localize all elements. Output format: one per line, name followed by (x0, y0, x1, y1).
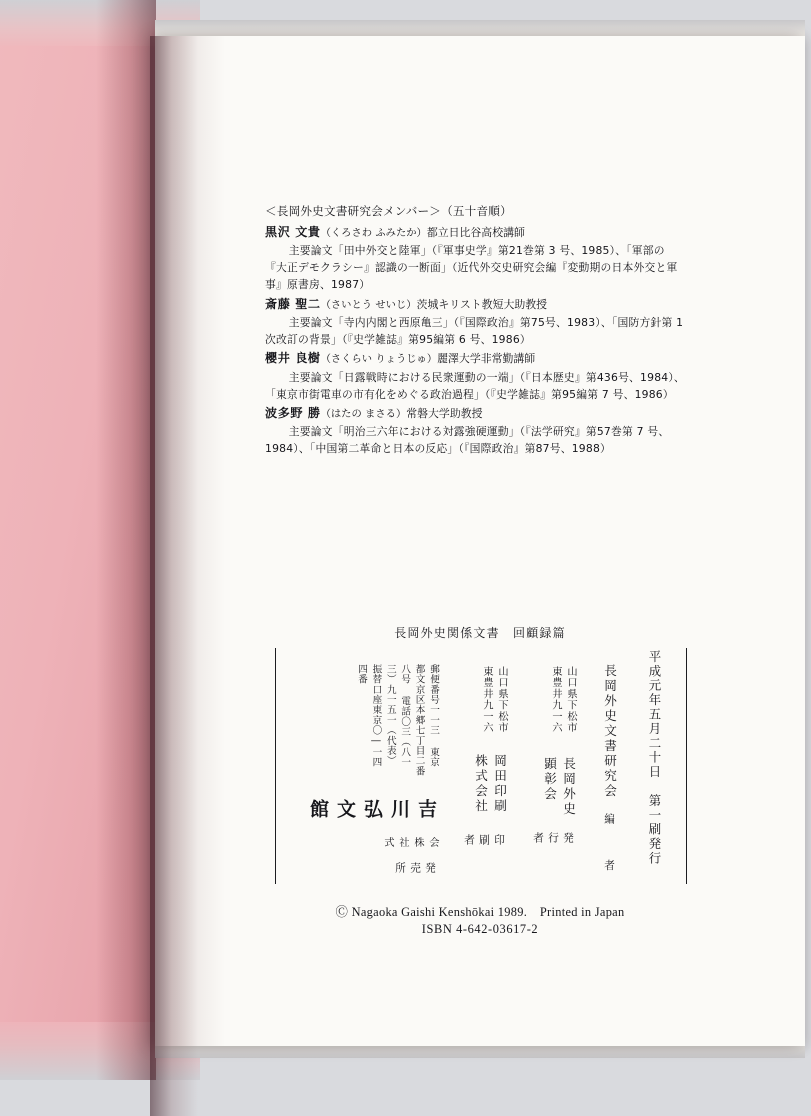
colophon-entry-publisher-person (531, 650, 578, 878)
colophon-printer-label: 印 刷 者 (463, 833, 505, 850)
colophon-printer-value: 岡田印刷株式会社 (473, 753, 507, 814)
members-heading: ＜長岡外史文書研究会メンバー＞（五十音順） (265, 204, 512, 218)
colophon-block (275, 650, 685, 882)
colophon-publisher-label: 発 行 者 (532, 831, 574, 848)
member-post: 麗澤大学非常勤講師 (437, 352, 536, 366)
colophon-entry-editor (600, 650, 619, 878)
member-post: 都立日比谷高校講師 (426, 225, 525, 239)
colophon-entry-distributor (305, 650, 440, 878)
colophon-publisher-value: 長岡外史顕彰会 (542, 757, 576, 818)
member-name (265, 404, 685, 424)
member-name-text: 黒沢 文貴 (265, 224, 321, 239)
members-section (265, 202, 685, 459)
member-name (265, 223, 685, 243)
member-name-reading: （くろさわ ふみたか） (320, 226, 427, 239)
member-name (265, 295, 685, 315)
colophon-editor-label: 編 者 (603, 813, 615, 876)
colophon-distributor-name: 吉川弘文館 (307, 798, 437, 821)
colophon-distributor-company-form: 会株 社式 (382, 836, 438, 849)
colophon-distributor-label: 発売所 (394, 862, 436, 878)
cover-shadow (96, 0, 156, 1080)
member-entry (265, 223, 685, 294)
member-post: 常磐大学助教授 (406, 406, 483, 420)
colophon-date: 平成元年五月二十日 第一刷発行 (647, 650, 662, 866)
member-post: 茨城キリスト教短大助教授 (416, 297, 548, 311)
colophon-distributor-address: 郵便番号一一三 東京都文京区本郷七丁目二番八号 電話〇三（八一三）九一五一（代表） 振替口座東京〇―一四四番 (356, 664, 439, 777)
colophon-editor-value: 長岡外史文書研究会 (602, 664, 617, 799)
member-entry (265, 404, 685, 458)
member-entry (265, 295, 685, 349)
member-name (265, 349, 685, 369)
member-works: 主要論文「日露戦時における民衆運動の一端」（『日本歴史』第436号、1984）、「東京市街電車の市有化をめぐる政治過程」（『史学雑誌』第95編第 7 号、1986） (265, 370, 685, 401)
member-name-text: 波多野 勝 (265, 405, 321, 420)
gutter-shadow (150, 36, 198, 1116)
isbn-line: ISBN 4-642-03617-2 (421, 922, 539, 936)
member-works: 主要論文「寺内内閣と西原亀三」（『国際政治』第75号、1983）、「国防方針第 1 次改訂の背景」（『史学雑誌』第95編第 6 号、1986） (265, 316, 684, 347)
member-works: 主要論文「明治三六年における対露強硬運動」（『法学研究』第57巻第 7 号、1984）、「中国第二革命と日本の反応」（『国際政治』第87号、1988） (265, 425, 670, 456)
colophon-publisher-address: 山口県下松市東豊井九一六 (550, 666, 576, 734)
colophon-printer-address: 山口県下松市東豊井九一六 (481, 666, 507, 734)
member-name-reading: （はたの まさる） (320, 407, 407, 420)
member-name-reading: （さくらい りょうじゅ） (320, 353, 438, 366)
copyright-line: Ⓒ Nagaoka Gaishi Kenshōkai 1989. Printed in Japan (335, 905, 625, 919)
colophon-entry-printer (462, 650, 509, 878)
member-name-text: 櫻井 良樹 (265, 351, 321, 366)
member-name-reading: （さいとう せいじ） (320, 298, 417, 311)
member-entry (265, 349, 685, 403)
printed-page (155, 36, 805, 1046)
member-works: 主要論文「田中外交と陸軍」（『軍事史学』第21巻第 3 号、1985）、「軍部の『大正デモクラシー』認識の一断面」（近代外交史研究会編『変動期の日本外交と軍事』原書房、1987） (265, 244, 678, 292)
colophon-title: 長岡外史関係文書 回顧録篇 (394, 626, 566, 640)
member-name-text: 斎藤 聖二 (265, 296, 321, 311)
